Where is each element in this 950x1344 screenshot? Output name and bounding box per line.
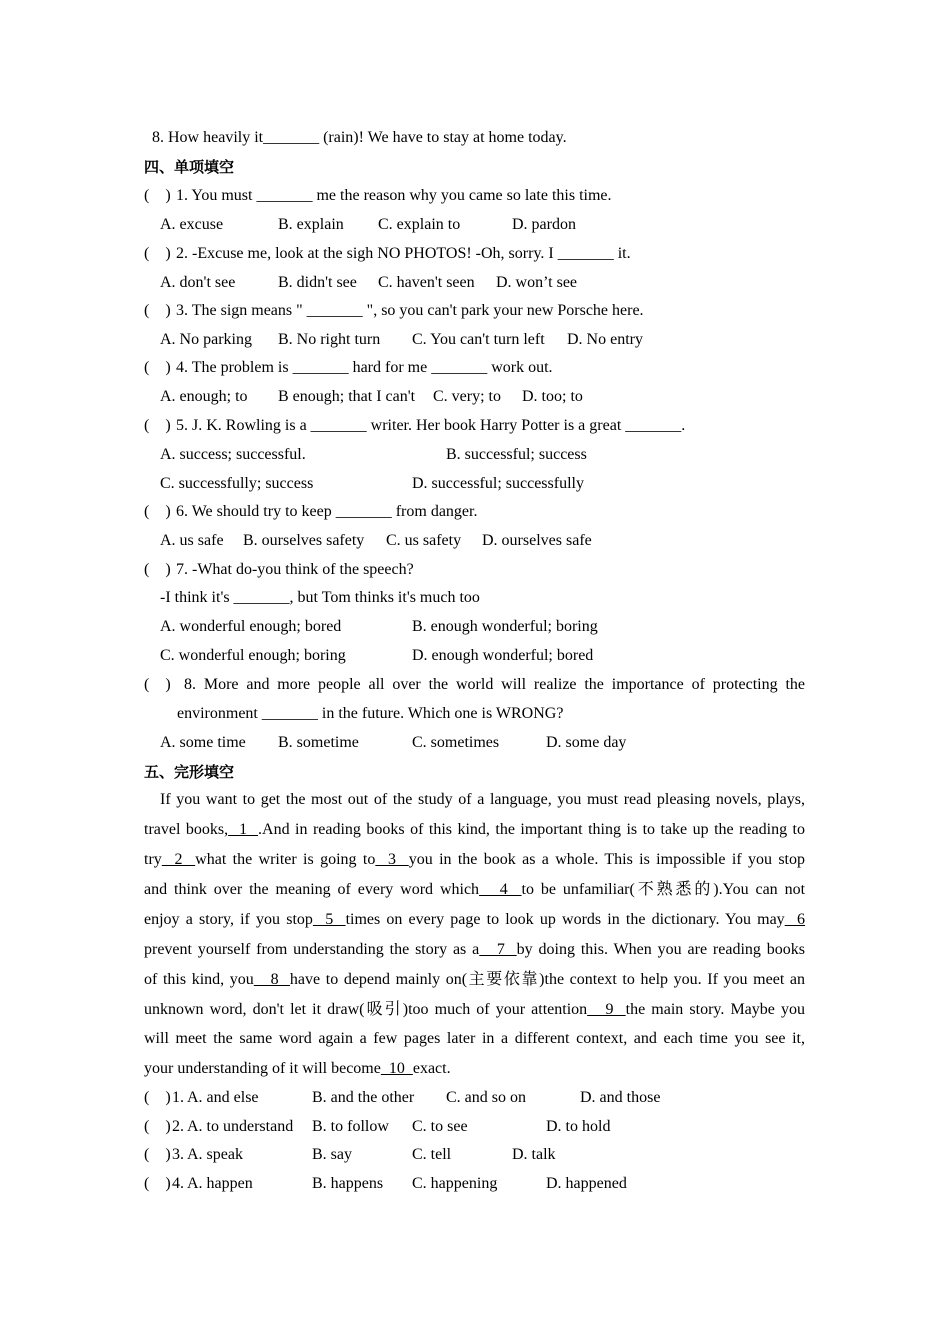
- cloze-3-option-a: A. speak: [187, 1146, 243, 1163]
- cloze-4-option-c: C. happening: [412, 1175, 498, 1192]
- question-2-stem: 2. -Excuse me, look at the sigh NO PHOTOS! -Oh, sorry. I _______ it.: [176, 245, 631, 262]
- question-2-paren: ( ): [144, 245, 171, 262]
- cloze-1-paren: ( ): [144, 1089, 171, 1106]
- question-5-stem: 5. J. K. Rowling is a _______ writer. Her book Harry Potter is a great _______.: [176, 417, 686, 434]
- q5-option-d: D. successful; successfully: [412, 475, 584, 492]
- cloze-2-paren: ( ): [144, 1118, 171, 1135]
- q8-option-c: C. sometimes: [412, 734, 500, 751]
- question-6-paren: ( ): [144, 503, 171, 520]
- question-6-stem: 6. We should try to keep _______ from danger.: [176, 503, 478, 520]
- passage-line: [160, 790, 805, 810]
- blank-9: 9: [587, 1001, 626, 1018]
- q5-option-c: C. successfully; success: [160, 475, 314, 492]
- blank-8: 8: [253, 971, 290, 988]
- cloze-4-option-a: A. happen: [187, 1175, 253, 1192]
- prev-question-8: 8. How heavily it_______ (rain)! We have to stay at home today.: [152, 129, 567, 146]
- q1-option-a: A. excuse: [160, 216, 224, 233]
- question-4-paren: ( ): [144, 359, 171, 376]
- passage-text: enjoy a story, if you stop: [144, 911, 313, 928]
- passage-text: prevent yourself from understanding the story as a: [144, 941, 480, 958]
- cloze-3-num: 3.: [172, 1146, 184, 1163]
- cloze-2-option-a: A. to understand: [187, 1118, 294, 1135]
- passage-line: [144, 940, 805, 960]
- q4-option-d: D. too; to: [522, 388, 583, 405]
- passage-text: travel books,: [144, 821, 229, 838]
- passage-text: and think over the meaning of every word which: [144, 881, 480, 898]
- passage-line: [144, 880, 805, 900]
- cloze-4-option-d: D. happened: [546, 1175, 627, 1192]
- cloze-3-paren: ( ): [144, 1146, 171, 1163]
- q3-option-a: A. No parking: [160, 331, 252, 348]
- passage-text: .And in reading books of this kind, the important thing is to take up the reading to: [258, 821, 806, 838]
- q1-option-b: B. explain: [278, 216, 344, 233]
- cloze-1-num: 1.: [172, 1089, 184, 1106]
- passage-text: what the writer is going to: [195, 851, 376, 868]
- cloze-4-paren: ( ): [144, 1175, 171, 1192]
- q2-option-b: B. didn't see: [278, 274, 357, 291]
- q6-option-c: C. us safety: [386, 532, 462, 549]
- passage-text: your understanding of it will become: [144, 1060, 381, 1077]
- q6-option-b: B. ourselves safety: [243, 532, 365, 549]
- blank-1: 1: [228, 821, 259, 838]
- passage-text: to be unfamiliar(不熟悉的).You can not: [521, 881, 806, 898]
- question-1-stem: 1. You must _______ me the reason why you came so late this time.: [176, 187, 612, 204]
- passage-text: of this kind, you: [144, 971, 254, 988]
- q7-option-d: D. enough wonderful; bored: [412, 647, 594, 664]
- section-4-heading: 四、单项填空: [144, 158, 235, 176]
- passage-text: exact.: [412, 1060, 451, 1077]
- cloze-2-option-b: B. to follow: [312, 1118, 389, 1135]
- cloze-2-option-d: D. to hold: [546, 1118, 611, 1135]
- q4-option-a: A. enough; to: [160, 388, 248, 405]
- cloze-1-option-d: D. and those: [580, 1089, 661, 1106]
- blank-10: 10: [380, 1060, 413, 1077]
- q1-option-c: C. explain to: [378, 216, 461, 233]
- blank-2: 2: [161, 851, 196, 868]
- cloze-3-option-c: C. tell: [412, 1146, 452, 1163]
- cloze-3-option-d: D. talk: [512, 1146, 556, 1163]
- section-5-heading: 五、完形填空: [144, 763, 235, 781]
- passage-line: [144, 1029, 805, 1049]
- q2-option-d: D. won’t see: [496, 274, 578, 291]
- blank-4: 4: [479, 881, 522, 898]
- cloze-2-num: 2.: [172, 1118, 184, 1135]
- passage-text: try: [144, 851, 162, 868]
- question-3-paren: ( ): [144, 302, 171, 319]
- q5-option-b: B. successful; success: [446, 446, 587, 463]
- q2-option-a: A. don't see: [160, 274, 236, 291]
- blank-6: 6: [784, 911, 806, 928]
- q4-option-b: B enough; that I can't: [278, 388, 416, 405]
- passage-text: the main story. Maybe you: [625, 1001, 805, 1018]
- passage-line: [144, 1000, 805, 1020]
- q4-option-c: C. very; to: [433, 388, 501, 405]
- q7-option-a: A. wonderful enough; bored: [160, 618, 342, 635]
- passage-text: have to depend mainly on(主要依靠)the context to help you. If you meet an: [289, 971, 806, 988]
- cloze-1-option-b: B. and the other: [312, 1089, 415, 1106]
- passage-text: you in the book as a whole. This is impossible if you stop: [408, 851, 806, 868]
- blank-5: 5: [312, 911, 346, 928]
- question-1-paren: ( ): [144, 187, 171, 204]
- passage-line: [144, 850, 805, 870]
- question-3-stem: 3. The sign means " _______ ", so you can't park your new Porsche here.: [176, 302, 644, 319]
- question-8-paren: ( ): [144, 676, 171, 693]
- question-8-stem: 8. More and more people all over the world will realize the importance of protecting the: [184, 676, 805, 693]
- question-7-stem-line-2: -I think it's _______, but Tom thinks it's much too: [160, 589, 480, 606]
- q3-option-d: D. No entry: [567, 331, 643, 348]
- passage-line: [144, 910, 805, 930]
- question-8-stem-line-2: environment _______ in the future. Which one is WRONG?: [177, 705, 564, 722]
- q3-option-c: C. You can't turn left: [412, 331, 545, 348]
- blank-3: 3: [375, 851, 409, 868]
- passage-text: If you want to get the most out of the study of a language, you must read pleasing novels, plays,: [160, 791, 805, 808]
- q8-option-d: D. some day: [546, 734, 627, 751]
- cloze-4-option-b: B. happens: [312, 1175, 384, 1192]
- cloze-2-option-c: C. to see: [412, 1118, 468, 1135]
- cloze-1-option-c: C. and so on: [446, 1089, 526, 1106]
- passage-line: [144, 970, 805, 990]
- question-5-paren: ( ): [144, 417, 171, 434]
- passage-text: times on every page to look up words in the dictionary. You may: [345, 911, 785, 928]
- q8-option-b: B. sometime: [278, 734, 359, 751]
- cloze-1-option-a: A. and else: [187, 1089, 259, 1106]
- cloze-4-num: 4.: [172, 1175, 184, 1192]
- q2-option-c: C. haven't seen: [378, 274, 475, 291]
- passage-text: by doing this. When you are reading books: [516, 941, 805, 958]
- passage-line: [144, 1059, 451, 1079]
- blank-7: 7: [479, 941, 517, 958]
- q6-option-a: A. us safe: [160, 532, 224, 549]
- cloze-3-option-b: B. say: [312, 1146, 352, 1163]
- q5-option-a: A. success; successful.: [160, 446, 306, 463]
- question-7-paren: ( ): [144, 561, 171, 578]
- passage-text: will meet the same word again a few pages later in a different context, and each time you see it,: [144, 1030, 805, 1047]
- passage-line: [144, 820, 805, 840]
- question-7-stem: 7. -What do-you think of the speech?: [176, 561, 414, 578]
- q3-option-b: B. No right turn: [278, 331, 381, 348]
- q7-option-b: B. enough wonderful; boring: [412, 618, 598, 635]
- q1-option-d: D. pardon: [512, 216, 576, 233]
- passage-text: unknown word, don't let it draw(吸引)too much of your attention: [144, 1001, 588, 1018]
- question-4-stem: 4. The problem is _______ hard for me _______ work out.: [176, 359, 553, 376]
- q8-option-a: A. some time: [160, 734, 246, 751]
- q7-option-c: C. wonderful enough; boring: [160, 647, 346, 664]
- q6-option-d: D. ourselves safe: [482, 532, 592, 549]
